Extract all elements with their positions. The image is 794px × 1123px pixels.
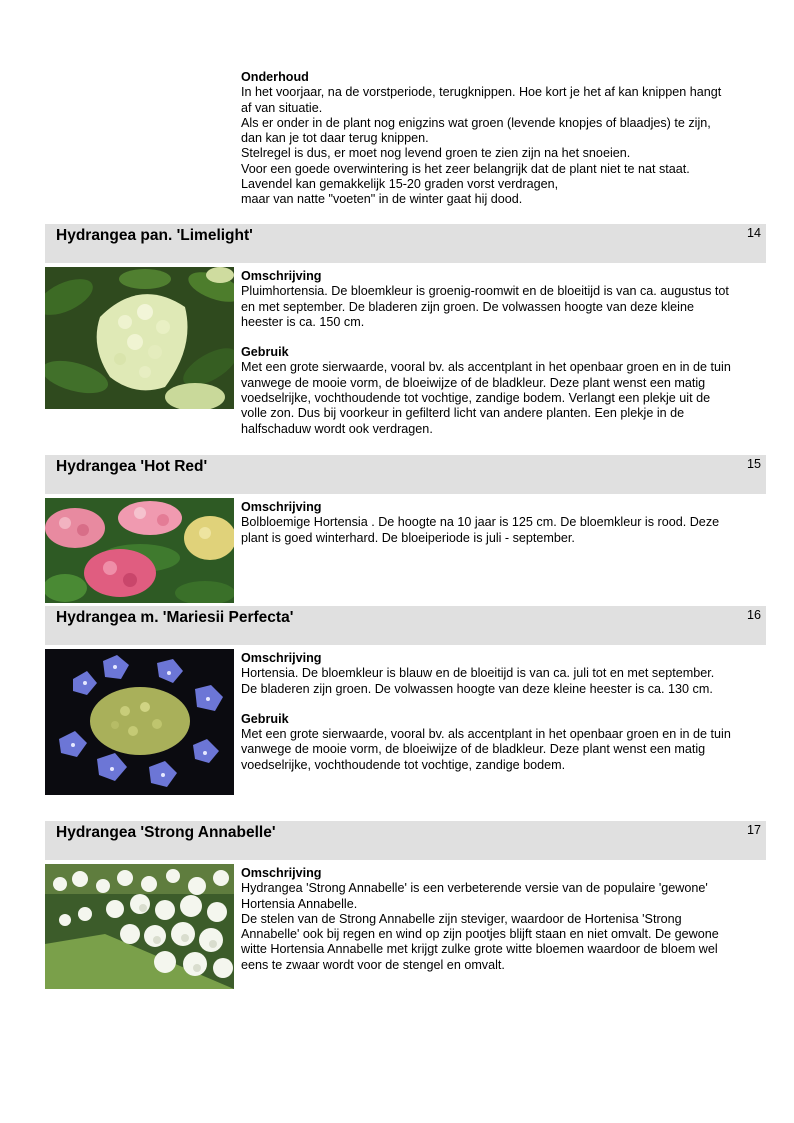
plant-name: Hydrangea pan. 'Limelight' [56, 227, 253, 244]
text-line: Pluimhortensia. De bloemkleur is groenig-roomwit en de bloeitijd is van ca. augustus tot [241, 284, 729, 299]
plant-name: Hydrangea m. 'Mariesii Perfecta' [56, 609, 294, 626]
text-line: vanwege de mooie vorm, de bloeiwijze of de bladkleur. Deze plant wenst een matig [241, 742, 706, 757]
section-heading: Onderhoud [241, 70, 309, 84]
plant-number: 14 [746, 226, 761, 240]
plant-header [45, 606, 766, 645]
text-line: vanwege de mooie vorm, de bloeiwijze of de bladkleur. Deze plant wenst een matig [241, 375, 706, 390]
section-heading: Gebruik [241, 711, 289, 726]
plant-header [45, 224, 766, 263]
text-line: Hortensia Annabelle. [241, 896, 358, 911]
text-line: Hortensia. De bloemkleur is blauw en de bloeitijd is van ca. juli tot en met september. [241, 666, 715, 681]
hot-red-photo [45, 498, 234, 603]
plant-description [241, 651, 766, 773]
limelight-photo [45, 267, 234, 409]
text-line: Met een grote sierwaarde, vooral bv. als accentplant in het openbaar groen en in de tuin [241, 727, 731, 742]
text-line: eens te zwaar wordt voor de stengel en omvalt. [241, 957, 505, 972]
plant-header [45, 455, 766, 494]
plant-header [45, 821, 766, 860]
text-line: Bolbloemige Hortensia . De hoogte na 10 jaar is 125 cm. De bloemkleur is rood. Deze [241, 515, 720, 530]
text-line: witte Hortensia Annabelle met krijgt zulke grote witte bloemen waardoor de bloem wel [241, 942, 718, 957]
text-line: voedselrijke, vochthoudende tot vochtige, zandige bodem. [241, 757, 566, 772]
plant-number: 17 [746, 823, 761, 837]
section-heading: Omschrijving [241, 651, 322, 665]
text-line: en met september. De bladeren zijn groen. De volwassen hoogte van deze kleine [241, 299, 694, 314]
text-line: dan kan je tot daar terug knippen. [241, 131, 429, 146]
plant-number: 16 [746, 608, 761, 622]
section-heading: Omschrijving [241, 269, 322, 283]
section-heading: Omschrijving [241, 500, 322, 514]
text-line: Met een grote sierwaarde, vooral bv. als accentplant in het openbaar groen en in de tuin [241, 360, 731, 375]
text-line: halfschaduw wordt ook verdragen. [241, 421, 433, 436]
text-line: De stelen van de Strong Annabelle zijn steviger, waardoor de Hortenisa 'Strong [241, 911, 682, 926]
text-line: De bladeren zijn groen. De volwassen hoogte van deze kleine heester is ca. 130 cm. [241, 681, 713, 696]
section-heading: Gebruik [241, 345, 289, 360]
plant-number: 15 [746, 457, 761, 471]
text-line: Als er onder in de plant nog enigzins wat groen (levende knopjes of blaadjes) te zijn, [241, 115, 711, 130]
text-line: Lavendel kan gemakkelijk 15-20 graden vorst verdragen, [241, 177, 559, 192]
section-heading: Omschrijving [241, 866, 322, 880]
text-line: voedselrijke, vochthoudende tot vochtige, zandige bodem. Verlangt een plekje uit de [241, 391, 711, 406]
onderhoud-section [241, 70, 766, 208]
mariesii-photo [45, 649, 234, 795]
plant-description [241, 269, 766, 437]
text-line: heester is ca. 150 cm. [241, 314, 365, 329]
text-line: af van situatie. [241, 100, 323, 115]
annabelle-photo [45, 864, 234, 989]
text-line: plant is goed winterhard. De bloeiperiode is juli - september. [241, 530, 575, 545]
text-line: Annabelle' ook bij regen en wind op zijn pootjes blijft staan en niet omvalt. De gewone [241, 927, 719, 942]
text-line: volle zon. Dus bij voorkeur in gefilterd licht van andere planten. Een plekje in de [241, 406, 685, 421]
plant-name: Hydrangea 'Hot Red' [56, 458, 208, 475]
plant-name: Hydrangea 'Strong Annabelle' [56, 824, 276, 841]
plant-description [241, 500, 766, 546]
text-line: Stelregel is dus, er moet nog levend groen te zien zijn na het snoeien. [241, 146, 631, 161]
text-line: Voor een goede overwintering is het zeer belangrijk dat de plant niet te nat staat. [241, 161, 690, 176]
text-line: Hydrangea 'Strong Annabelle' is een verbeterende versie van de populaire 'gewone' [241, 881, 708, 896]
text-line: In het voorjaar, na de vorstperiode, terugknippen. Hoe kort je het af kan knippen hangt [241, 85, 722, 100]
text-line: maar van natte "voeten" in de winter gaat hij dood. [241, 192, 523, 207]
plant-description [241, 866, 766, 973]
